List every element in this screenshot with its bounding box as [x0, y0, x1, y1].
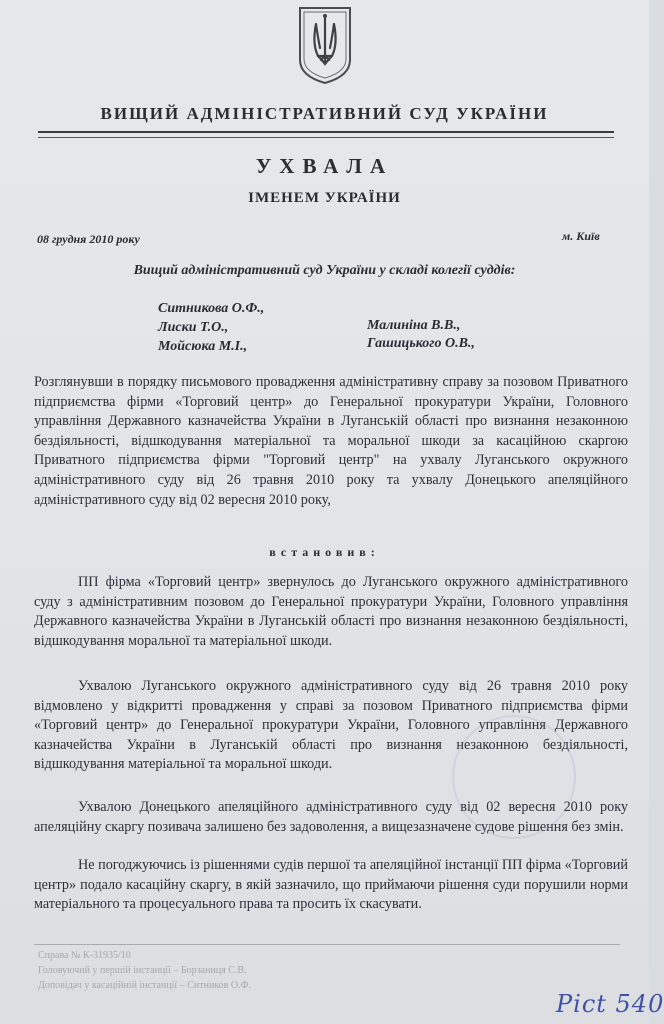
ukraine-coat-of-arms-icon	[296, 4, 354, 86]
panel-intro: Вищий адміністративний суд України у складі колегії суддів:	[133, 263, 516, 278]
judge-name: Малиніна В.В.,	[367, 318, 461, 333]
established-heading: встановив:	[269, 545, 380, 559]
judge-name: Гашицького О.В.,	[367, 336, 475, 351]
document-date: 08 грудня 2010 року	[37, 232, 140, 246]
faint-stamp	[452, 715, 576, 839]
judge-name: Ситникова О.Ф.,	[158, 301, 265, 316]
body-paragraph: Ухвалою Донецького апеляційного адміністративного суду від 02 вересня 2010 року апеляційну скаргу позивача залишено без задоволення, а вищезазначене судове рішення без змін.	[34, 799, 628, 835]
document-city: м. Київ	[562, 229, 600, 243]
document-subtitle: ІМЕНЕМ УКРАЇНИ	[248, 190, 401, 206]
body-paragraph: Ухвалою Луганського окружного адміністративного суду від 26 травня 2010 року відмовлено у відкритті провадження у справі за позовом Приватного підприємства фірми «Торговий центр» до Генеральної прокуратури України, Головного управління Державного казначейства України в Луганській області про визнання незаконною бездіяльності, відшкодування матеріальної та моральної шкоди.	[34, 678, 628, 773]
footer-rule	[34, 944, 620, 945]
judge-name: Мойсюка М.І.,	[158, 339, 248, 354]
intro-paragraph: Розглянувши в порядку письмового провадження адміністративну справу за позовом Приватного підприємства фірми «Торговий центр» до Генеральної прокуратури України, Головного управління Державного казначейства України в Луганській області про визнання незаконною бездіяльності, відшкодування матеріальної та моральної шкоди за касаційною скаргою Приватного підприємства фірми "Торговий центр" на ухвалу Луганського окружного адміністративного суду від 26 травня 2010 року та ухвалу Донецького апеляційного адміністративного суду від 02 вересня 2010 року,	[34, 374, 628, 508]
body-paragraph: Не погоджуючись із рішеннями судів першої та апеляційної інстанції ПП фірма «Торговий центр» подало касаційну скаргу, в якій зазначило, що приймаючи рішення суди порушили норми матеріального та процесуального права та просить їх скасувати.	[34, 857, 628, 913]
handwritten-note: Pict 540	[556, 990, 664, 1018]
cassation-reporter: Доповідач у касаційній інстанції – Ситников О.Ф.	[38, 980, 251, 991]
header-rule-thin	[38, 137, 614, 138]
document-type: УХВАЛА	[255, 154, 394, 178]
case-number: Справа № К-31935/10	[38, 950, 131, 961]
body-paragraph: ПП фірма «Торговий центр» звернулось до Луганського окружного адміністративного суду з адміністративним позовом до Генеральної прокуратури України, Головного управління Державного казначейства України в Луганській області про визнання незаконною бездіяльності, відшкодування моральної та матеріальної шкоди.	[34, 574, 628, 649]
first-instance-judge: Головуючий у першій інстанції – Борзаниця С.В.	[38, 965, 247, 976]
court-name: ВИЩИЙ АДМІНІСТРАТИВНИЙ СУД УКРАЇНИ	[100, 104, 549, 123]
judge-name: Лиски Т.О.,	[158, 320, 229, 335]
header-rule	[38, 131, 614, 133]
